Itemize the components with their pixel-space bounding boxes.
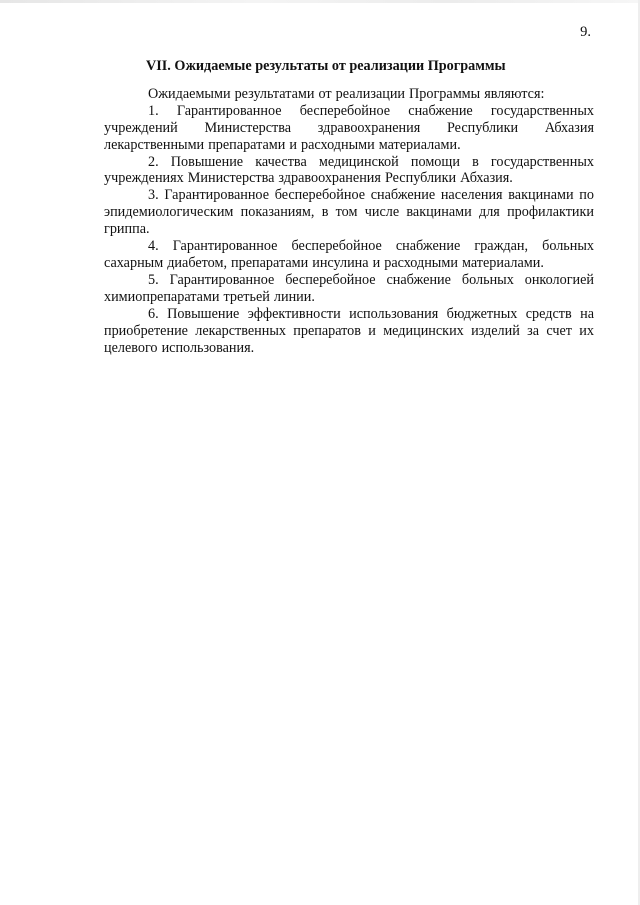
page-number: 9. [580, 24, 591, 40]
result-item-4: 4. Гарантированное бесперебойное снабжение граждан, больных сахарным диабетом, препаратами инсулина и расходными материалами. [104, 238, 594, 271]
result-item-1: 1. Гарантированное бесперебойное снабжение государственных учреждений Министерства здравоохранения Республики Абхазия лекарственными препаратами и расходными материалами. [104, 102, 594, 153]
scan-edge-top [0, 0, 640, 3]
section-body [104, 58, 594, 356]
result-item-6: 6. Повышение эффективности использования бюджетных средств на приобретение лекарственных препаратов и медицинских изделий за счет их целевого использования. [104, 305, 594, 356]
result-item-3: 3. Гарантированное бесперебойное снабжение населения вакцинами по эпидемиологическим показаниям, в том числе вакцинами для профилактики гриппа. [104, 187, 594, 238]
result-item-5: 5. Гарантированное бесперебойное снабжение больных онкологией химиопрепаратами третьей линии. [104, 271, 594, 305]
section-title: VII. Ожидаемые результаты от реализации Программы [146, 58, 506, 74]
section-intro: Ожидаемыми результатами от реализации Программы являются: [148, 85, 545, 102]
result-item-2: 2. Повышение качества медицинской помощи в государственных учреждениях Министерства здравоохранения Республики Абхазия. [104, 153, 594, 187]
